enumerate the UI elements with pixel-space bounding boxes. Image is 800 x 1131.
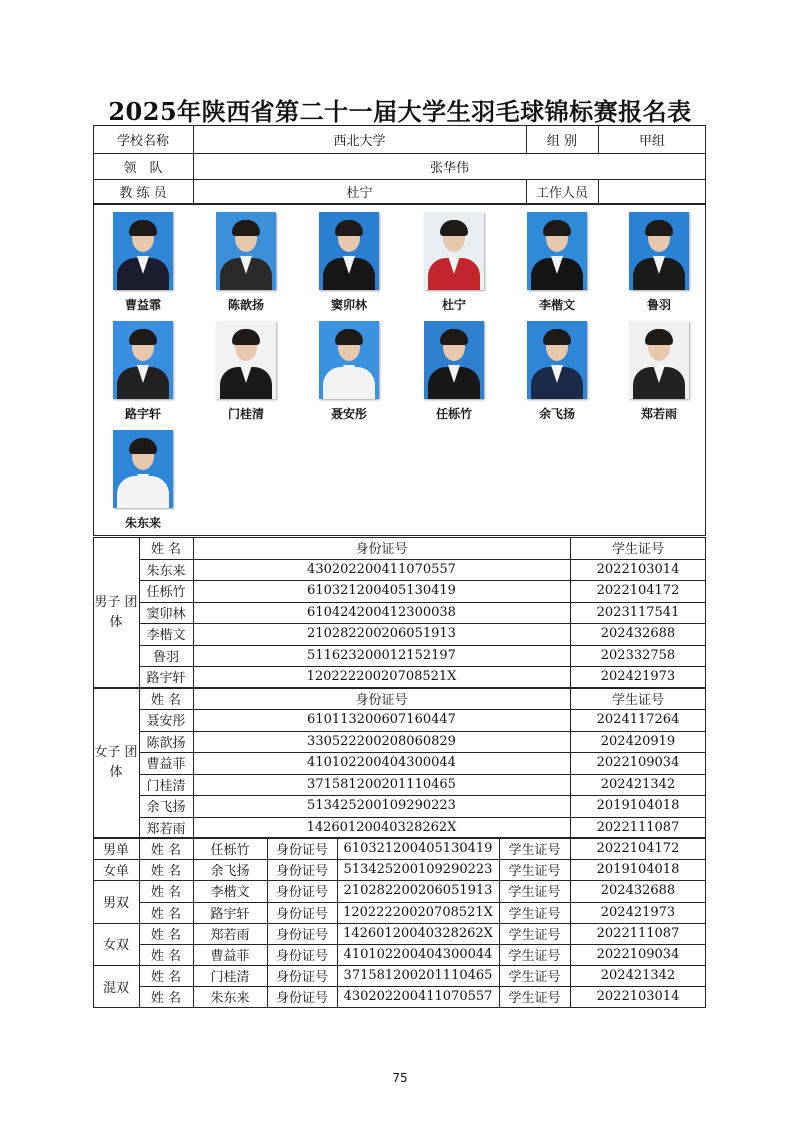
photo-hair — [645, 220, 673, 236]
player-name: 朱东来 — [210, 991, 250, 1007]
column-header-id: 身份证号 — [355, 692, 408, 708]
photo-hair — [129, 329, 157, 345]
player-id-number: 12022220020708521X — [343, 904, 493, 920]
player-name: 李楷文 — [210, 885, 250, 901]
student-id-label: 学生证号 — [508, 970, 561, 986]
student-id-label: 学生证号 — [508, 864, 561, 880]
player-student-id: 2022109034 — [596, 755, 680, 771]
column-header-id: 身份证号 — [355, 542, 408, 558]
photo-hair — [129, 438, 157, 454]
id-label: 身份证号 — [275, 843, 328, 859]
player-student-id: 2019104018 — [596, 798, 680, 814]
column-header-name: 姓 名 — [150, 542, 182, 558]
player-name: 聂安彤 — [146, 714, 186, 730]
player-id-number: 430202200411070557 — [307, 561, 456, 577]
women_team-label-cont: 体 — [109, 765, 123, 781]
player-photo — [629, 212, 689, 290]
player-photo — [319, 321, 379, 399]
staff-label: 工作人员 — [535, 186, 588, 201]
player-id-number: 371581200201110465 — [343, 968, 493, 984]
player-name: 门桂清 — [146, 778, 186, 794]
photo-hair — [543, 329, 571, 345]
school-name-value: 西北大学 — [333, 133, 386, 149]
player-photo — [629, 321, 689, 399]
player-id-number: 610113200607160447 — [307, 712, 456, 728]
id-label: 身份证号 — [275, 949, 328, 965]
student-id-label: 学生证号 — [508, 843, 561, 859]
id-label: 身份证号 — [275, 970, 328, 986]
coach-value: 杜宁 — [346, 186, 373, 201]
player-student-id: 2022109034 — [596, 947, 680, 963]
player-photo — [527, 212, 587, 290]
player-name: 鲁羽 — [152, 649, 179, 665]
team-leader-value: 张华伟 — [429, 160, 469, 176]
player-id-number: 12022220020708521X — [306, 669, 457, 685]
student-id-label: 学生证号 — [508, 991, 561, 1007]
id-label: 身份证号 — [275, 927, 328, 943]
player-name: 余飞扬 — [210, 864, 250, 880]
player-photo-name: 余飞扬 — [538, 407, 575, 421]
player-id-number: 610424200412300038 — [307, 604, 456, 620]
column-header-student-id: 学生证号 — [611, 692, 664, 708]
photo-hair — [440, 220, 468, 236]
player-student-id: 2022104172 — [596, 841, 680, 857]
player-id-number: 513425200109290223 — [343, 862, 493, 878]
player-name: 朱东来 — [146, 563, 186, 579]
column-header-student-id: 学生证号 — [611, 542, 664, 558]
name-label: 姓 名 — [150, 843, 182, 859]
page-number: 75 — [392, 1071, 408, 1085]
event-label: 混双 — [102, 980, 129, 996]
player-student-id: 202432688 — [600, 626, 676, 642]
player-name: 李楷文 — [146, 628, 186, 644]
column-header-name: 姓 名 — [150, 692, 182, 708]
player-id-number: 410102200404300044 — [343, 947, 493, 963]
player-name: 郑若雨 — [146, 821, 186, 837]
name-label: 姓 名 — [150, 885, 182, 901]
player-id-number: 14260120040328262X — [343, 925, 493, 941]
player-photo-name: 李楷文 — [538, 298, 575, 312]
player-id-number: 210282200206051913 — [343, 883, 493, 899]
event-label: 男双 — [102, 896, 129, 912]
player-student-id: 2022103014 — [596, 561, 680, 577]
player-id-number: 14260120040328262X — [306, 819, 457, 835]
player-name: 余飞扬 — [146, 800, 186, 816]
player-photo — [216, 212, 276, 290]
player-photo — [424, 321, 484, 399]
photo-section-border — [93, 204, 706, 536]
id-label: 身份证号 — [275, 991, 328, 1007]
player-name: 曹益菲 — [146, 757, 186, 773]
player-name: 门桂清 — [210, 970, 250, 986]
player-student-id: 2022103014 — [596, 989, 680, 1005]
id-label: 身份证号 — [275, 906, 328, 922]
player-student-id: 202421342 — [600, 776, 676, 792]
school-name-label: 学校名称 — [116, 133, 169, 149]
player-student-id: 2024117264 — [596, 712, 680, 728]
player-photo — [216, 321, 276, 399]
id-label: 身份证号 — [275, 864, 328, 880]
group-value: 甲组 — [638, 133, 665, 149]
player-photo-name: 郑若雨 — [640, 407, 677, 421]
player-photo — [113, 212, 173, 290]
photo-hair — [440, 329, 468, 345]
student-id-label: 学生证号 — [508, 885, 561, 901]
player-id-number: 430202200411070557 — [343, 989, 493, 1005]
player-name: 曹益菲 — [210, 949, 250, 965]
group-label: 组 别 — [546, 133, 578, 149]
player-student-id: 202421973 — [600, 904, 676, 920]
name-label: 姓 名 — [150, 906, 182, 922]
name-label: 姓 名 — [150, 949, 182, 965]
team-leader-label: 领 队 — [123, 160, 163, 176]
photo-hair — [335, 220, 363, 236]
player-student-id: 202421973 — [600, 669, 676, 685]
player-photo — [113, 430, 173, 508]
men_team-label-cont: 体 — [109, 614, 123, 630]
player-photo-name: 陈歆扬 — [227, 298, 264, 312]
player-photo-name: 门桂清 — [227, 407, 264, 421]
player-id-number: 511623200012152197 — [307, 647, 456, 663]
player-student-id: 2022111087 — [596, 925, 680, 941]
student-id-label: 学生证号 — [508, 927, 561, 943]
player-photo-name: 窦卯林 — [330, 298, 367, 312]
player-photo — [424, 212, 484, 290]
player-photo-name: 鲁羽 — [646, 298, 671, 312]
player-student-id: 202332758 — [600, 647, 676, 663]
name-label: 姓 名 — [150, 927, 182, 943]
player-name: 任栎竹 — [210, 843, 250, 859]
player-id-number: 371581200201110465 — [307, 776, 456, 792]
player-id-number: 513425200109290223 — [307, 798, 456, 814]
name-label: 姓 名 — [150, 991, 182, 1007]
photo-hair — [543, 220, 571, 236]
player-photo-name: 任栎竹 — [435, 407, 472, 421]
men_team-label: 男子 团 — [94, 594, 138, 610]
event-label: 女单 — [102, 864, 129, 880]
id-label: 身份证号 — [275, 885, 328, 901]
player-student-id: 2023117541 — [596, 604, 680, 620]
player-photo — [527, 321, 587, 399]
player-name: 路宇轩 — [210, 906, 250, 922]
player-id-number: 410102200404300044 — [307, 755, 456, 771]
photo-hair — [232, 329, 260, 345]
event-label: 男单 — [102, 843, 129, 859]
player-photo — [113, 321, 173, 399]
student-id-label: 学生证号 — [508, 906, 561, 922]
player-name: 窦卯林 — [146, 606, 186, 622]
player-student-id: 202421342 — [600, 968, 676, 984]
player-student-id: 202432688 — [600, 883, 676, 899]
player-student-id: 2022104172 — [596, 583, 680, 599]
player-photo-name: 杜宁 — [441, 298, 466, 312]
student-id-label: 学生证号 — [508, 949, 561, 965]
player-photo-name: 曹益霏 — [124, 298, 161, 312]
player-name: 任栎竹 — [146, 585, 186, 601]
player-photo-name: 路宇轩 — [124, 407, 161, 421]
staff-value — [598, 179, 706, 204]
photo-hair — [645, 329, 673, 345]
player-id-number: 210282200206051913 — [307, 626, 456, 642]
event-label: 女双 — [102, 938, 129, 954]
player-student-id: 2022111087 — [596, 819, 680, 835]
photo-hair — [335, 329, 363, 345]
name-label: 姓 名 — [150, 970, 182, 986]
player-id-number: 610321200405130419 — [307, 583, 456, 599]
photo-hair — [129, 220, 157, 236]
coach-label: 教 练 员 — [119, 186, 167, 201]
player-photo — [319, 212, 379, 290]
name-label: 姓 名 — [150, 864, 182, 880]
player-name: 陈歆扬 — [146, 735, 186, 751]
player-name: 郑若雨 — [210, 927, 250, 943]
player-student-id: 202420919 — [600, 733, 676, 749]
player-photo-name: 聂安彤 — [330, 407, 367, 421]
player-name: 路宇轩 — [146, 671, 186, 687]
player-photo-name: 朱东来 — [124, 516, 161, 530]
photo-hair — [232, 220, 260, 236]
player-student-id: 2019104018 — [596, 862, 680, 878]
women_team-label: 女子 团 — [94, 745, 138, 761]
player-id-number: 330522200208060829 — [307, 733, 456, 749]
page-title: 2025年陕西省第二十一届大学生羽毛球锦标赛报名表 — [108, 97, 692, 126]
player-id-number: 610321200405130419 — [343, 841, 493, 857]
